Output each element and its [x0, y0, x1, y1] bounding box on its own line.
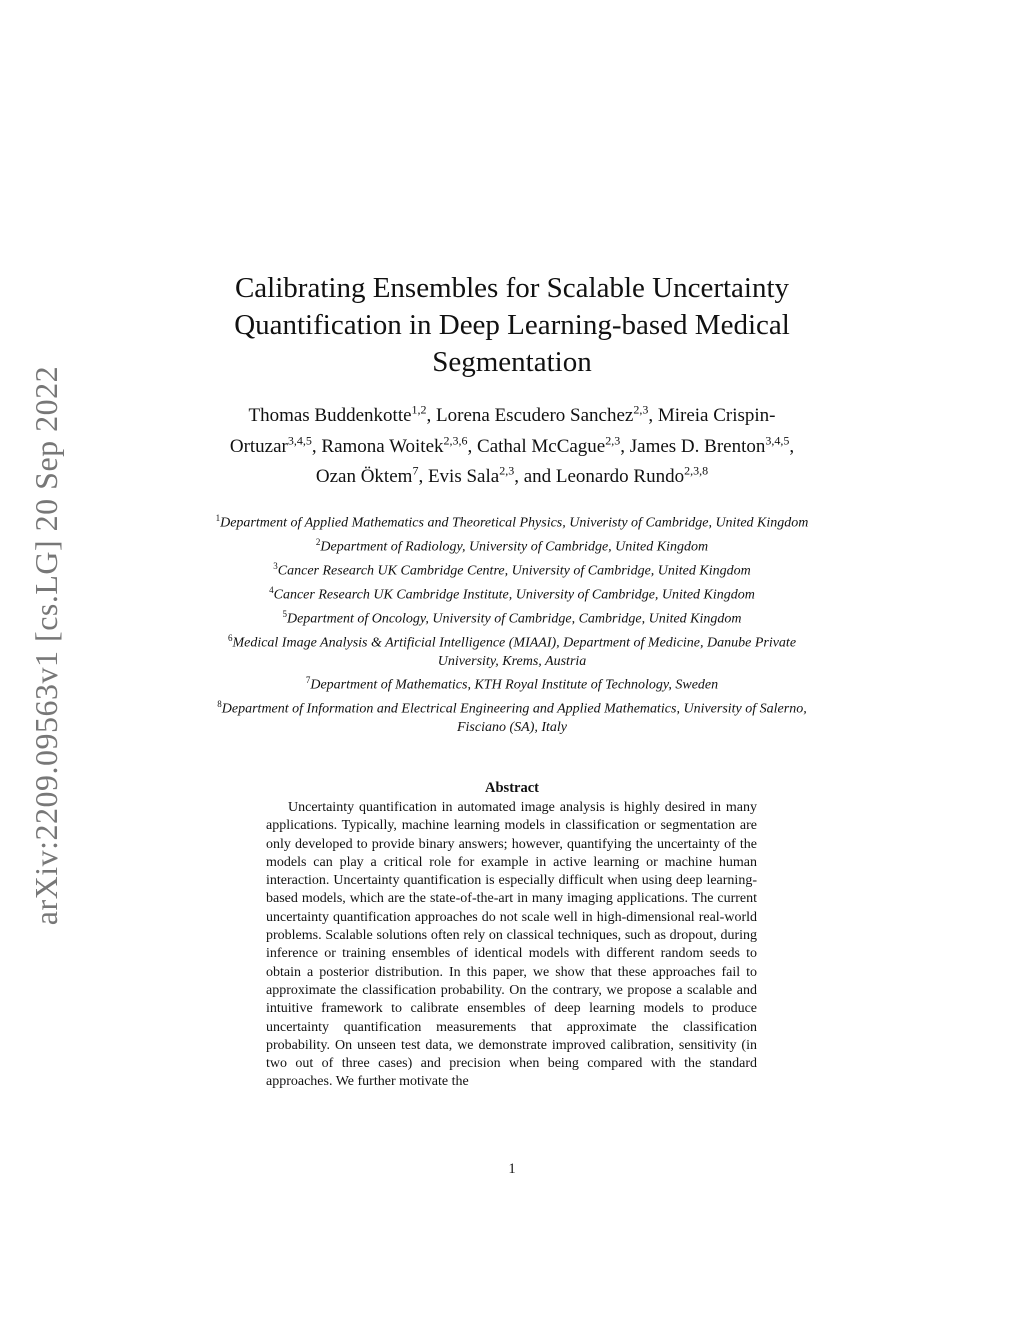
affiliation: $^1$Department of Applied Mathematics and Theoretical Physics, Univeristy of Cambridge, United Kingdom — [215, 513, 809, 531]
page-number: 1 — [508, 1161, 516, 1177]
affiliation: $^8$Department of Information and Electrical Engineering and Applied Mathematics, University of Salerno, Fisciano (SA), Italy — [217, 698, 807, 735]
author: Thomas Buddenkotte$^{1,2}$, — [248, 403, 437, 427]
author: Ozan Öktem$^7$, — [315, 463, 428, 487]
author: Evis Sala$^{2,3}$, and — [427, 463, 556, 487]
abstract-text: Uncertainty quantification in automated image analysis is highly desired in many applications. Typically, machine learning models in classification or segmentation are only developed to provide binary answers; however, quantifying the uncertainty of the models can play a critical role for example in active learning or machine human interaction. Uncertainty quantification is especially difficult when using deep learning-based models, which are the state-of-the-art in many imaging applications. The current uncertainty quantification approaches do not scale well in high-dimensional real-world problems. Scalable solutions often rely on classical techniques, such as dropout, during inference or training ensembles of identical models with different random seeds to obtain a posterior distribution. In this paper, we show that these approaches fail to approximate the classification probability. On the contrary, we propose a scalable and intuitive framework to calibrate ensembles of deep learning models to produce uncertainty quantification measurements that approximate the classification probability. On unseen test data, we demonstrate improved calibration, sensitivity (in two out of three cases) and precision when being compared with the standard approaches. We further motivate the — [266, 800, 757, 1090]
affiliation: $^6$Medical Image Analysis & Artificial Intelligence (MIAAI), Department of Medicine, Danube Private University, Krems, Austria — [227, 632, 797, 669]
author: Ramona Woitek$^{2,3,6}$, — [321, 433, 478, 457]
author: Lorena Escudero Sanchez$^{2,3}$, — [436, 403, 658, 427]
arxiv-identifier: arXiv:2209.09563v1 [cs.LG] 20 Sep 2022 — [28, 365, 65, 925]
affiliation-list — [210, 509, 814, 737]
author: James D. Brenton$^{3,4,5}$, — [629, 433, 795, 457]
author: Leonardo Rundo$^{2,3,8}$ — [555, 463, 709, 487]
affiliation: $^2$Department of Radiology, University of Cambridge, United Kingdom — [315, 536, 709, 555]
paper-title: Calibrating Ensembles for Scalable Uncertainty Quantification in Deep Learning-based Medical Segmentation — [234, 272, 790, 378]
affiliation: $^3$Cancer Research UK Cambridge Centre, University of Cambridge, United Kingdom — [273, 560, 751, 579]
author: Mireia Crispin-Ortuzar$^{3,4,5}$, — [229, 405, 776, 457]
affiliation: $^5$Department of Oncology, University of Cambridge, Cambridge, United Kingdom — [282, 608, 742, 627]
arxiv-sidebar — [26, 355, 68, 935]
affiliation: $^7$Department of Mathematics, KTH Royal Institute of Technology, Sweden — [305, 675, 719, 693]
author-list — [220, 398, 804, 489]
author: Cathal McCague$^{2,3}$, — [477, 433, 630, 457]
affiliation: $^4$Cancer Research UK Cambridge Institute, University of Cambridge, United Kingdom — [269, 584, 755, 603]
abstract-heading: Abstract — [485, 780, 539, 796]
